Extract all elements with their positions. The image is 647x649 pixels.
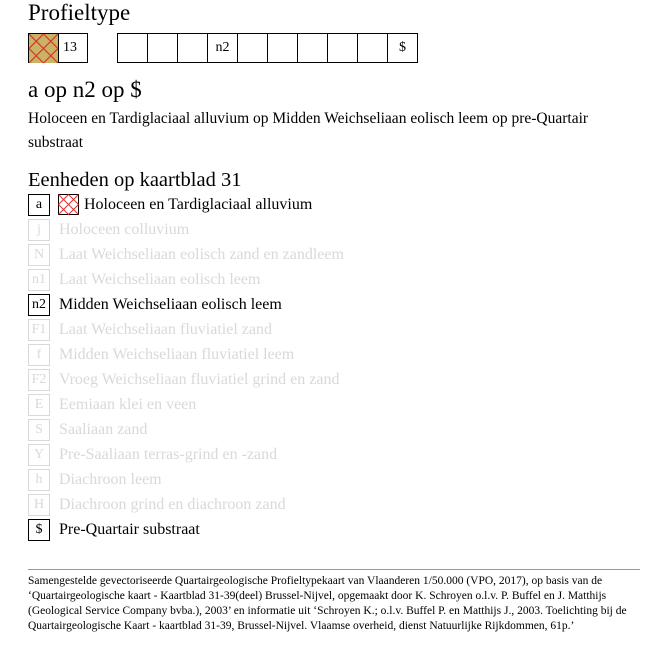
profile-cell bbox=[327, 33, 358, 63]
unit-label: Laat Weichseliaan fluviatiel zand bbox=[59, 321, 272, 338]
unit-row bbox=[28, 194, 628, 216]
profile-cell bbox=[297, 33, 328, 63]
units-title: Eenheden op kaartblad 31 bbox=[28, 169, 242, 191]
unit-label: Midden Weichseliaan fluviatiel leem bbox=[59, 346, 295, 363]
profile-cell bbox=[357, 33, 388, 63]
profile-description: Holoceen en Tardiglaciaal alluvium op Midden Weichseliaan eolisch leem op pre-Quartair substraat bbox=[28, 110, 589, 151]
profile-cell: $ bbox=[387, 33, 418, 63]
profile-cell: 13 bbox=[58, 33, 88, 63]
unit-code-box: F2 bbox=[28, 369, 50, 391]
unit-label: Pre-Quartair substraat bbox=[59, 521, 200, 538]
unit-row bbox=[28, 369, 628, 391]
unit-row bbox=[28, 269, 628, 291]
unit-row bbox=[28, 294, 628, 316]
unit-label: Diachroon leem bbox=[59, 471, 162, 488]
unit-code-box: S bbox=[28, 419, 50, 441]
footer-divider bbox=[28, 569, 640, 570]
unit-row bbox=[28, 394, 628, 416]
unit-row bbox=[28, 219, 628, 241]
unit-label: Laat Weichseliaan eolisch leem bbox=[59, 271, 261, 288]
unit-row bbox=[28, 469, 628, 491]
profile-cell: n2 bbox=[207, 33, 238, 63]
unit-row bbox=[28, 494, 628, 516]
unit-code-box: j bbox=[28, 219, 50, 241]
unit-code-box: n1 bbox=[28, 269, 50, 291]
profile-cell bbox=[147, 33, 178, 63]
alluvium-hatch-icon bbox=[29, 34, 58, 63]
profile-title: Profieltype bbox=[28, 0, 131, 25]
unit-code-box: E bbox=[28, 394, 50, 416]
unit-code-box: a bbox=[28, 194, 50, 216]
unit-row bbox=[28, 344, 628, 366]
unit-label: Diachroon grind en diachroon zand bbox=[59, 496, 286, 513]
unit-row bbox=[28, 244, 628, 266]
unit-label: Midden Weichseliaan eolisch leem bbox=[59, 296, 282, 313]
unit-label: Holoceen colluvium bbox=[59, 221, 190, 238]
profile-cell bbox=[267, 33, 298, 63]
unit-label: Holoceen en Tardiglaciaal alluvium bbox=[84, 196, 313, 213]
unit-label: Saaliaan zand bbox=[59, 421, 148, 438]
profile-cell-strip bbox=[28, 33, 647, 63]
profile-cell-hatched bbox=[28, 33, 59, 63]
unit-code-box: h bbox=[28, 469, 50, 491]
unit-code-box: $ bbox=[28, 519, 50, 541]
unit-code-box: f bbox=[28, 344, 50, 366]
profile-code: a op n2 op $ bbox=[28, 77, 142, 102]
profile-cell bbox=[117, 33, 148, 63]
unit-row bbox=[28, 319, 628, 341]
unit-label: Pre-Saaliaan terras-grind en -zand bbox=[59, 446, 278, 463]
profile-cell bbox=[237, 33, 268, 63]
unit-code-box: F1 bbox=[28, 319, 50, 341]
unit-code-box: n2 bbox=[28, 294, 50, 316]
unit-row bbox=[28, 444, 628, 466]
unit-row bbox=[28, 519, 628, 541]
unit-code-box: Y bbox=[28, 444, 50, 466]
unit-code-box: H bbox=[28, 494, 50, 516]
unit-label: Eemiaan klei en veen bbox=[59, 396, 197, 413]
source-footnote: Samengestelde gevectoriseerde Quartairgeologische Profieltypekaart van Vlaanderen 1/50.000 (VPO, 2017), op basis van de ‘Quartairgeologische kaart - Kaartblad 31-39(deel) Brussel-Nijvel, opgemaakt door K. Schroyen o.l.v. P. Buffel en J. Matthijs (Geological Service Company bvba.), 2003’ en informatie uit ‘Schroyen K.; o.l.v. Buffel P. en Matthijs J., 2003. Toelichting bij de Quartairgeologische Kaart - kaartblad 31-39, Brussel-Nijvel. Vlaamse overheid, dienst Natuurlijke Rijkdommen, 61p.’ bbox=[28, 575, 627, 632]
unit-label: Laat Weichseliaan eolisch zand en zandleem bbox=[59, 246, 344, 263]
unit-code-box: N bbox=[28, 244, 50, 266]
unit-row bbox=[28, 419, 628, 441]
profile-cell bbox=[177, 33, 208, 63]
alluvium-hatch-icon bbox=[58, 194, 79, 215]
unit-label: Vroeg Weichseliaan fluviatiel grind en zand bbox=[59, 371, 340, 388]
